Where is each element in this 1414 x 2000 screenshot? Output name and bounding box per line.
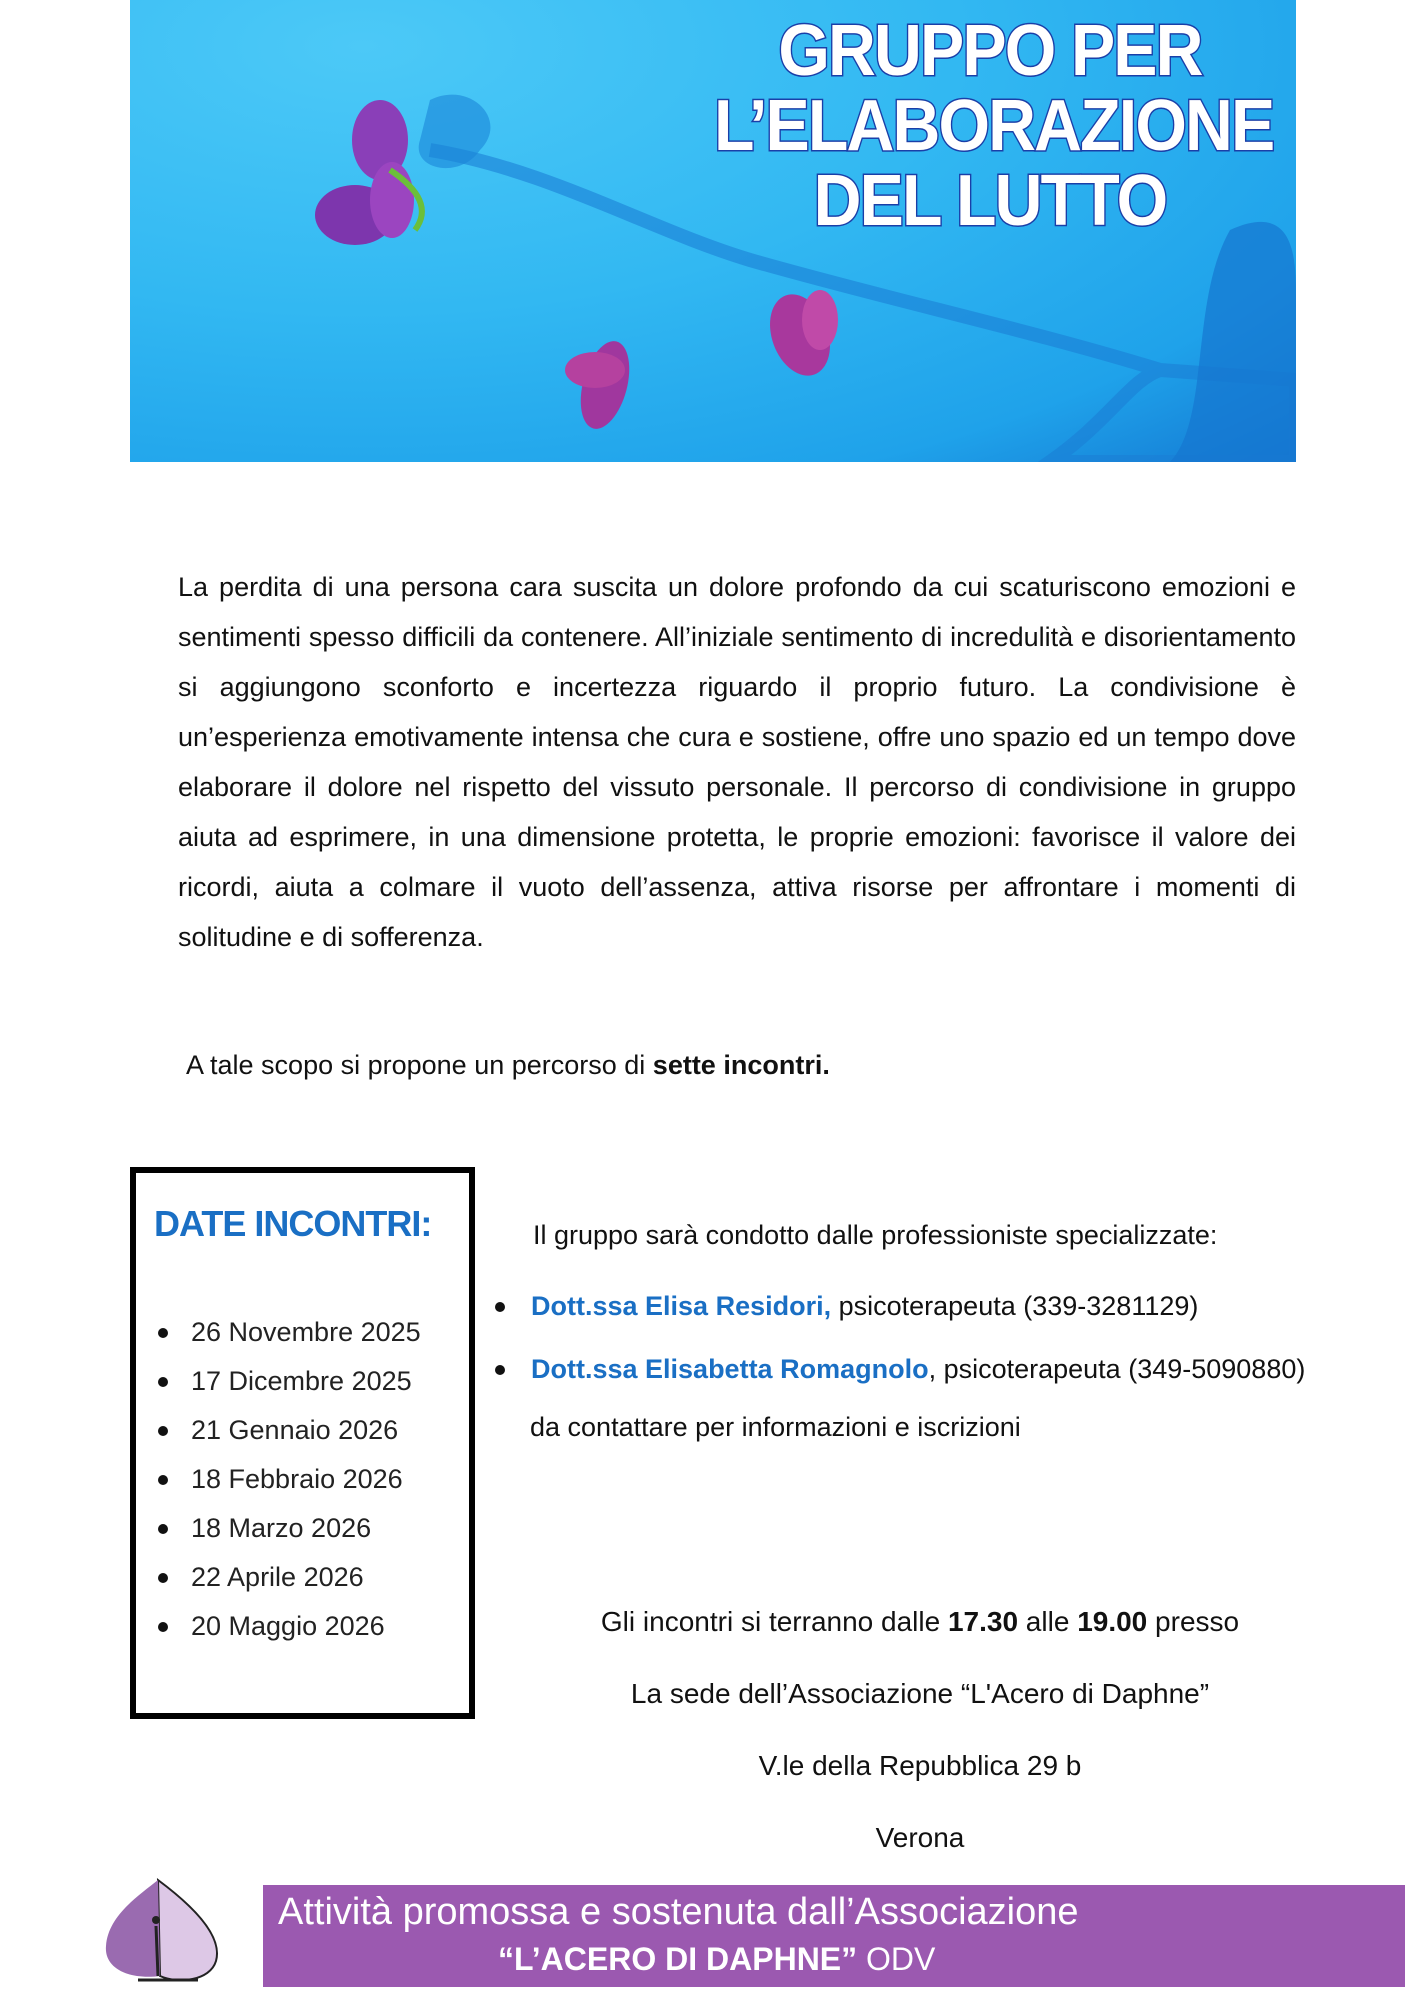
orchid-flower [315, 100, 422, 245]
header-banner [130, 0, 1296, 462]
association-name: “L’ACERO DI DAPHNE” [498, 1941, 858, 1977]
venue-address: V.le della Repubblica 29 b [758, 1750, 1082, 1781]
list-item [158, 1308, 421, 1357]
footer-line1: Attività promossa e sostenuta dall’Associazione [278, 1891, 1079, 1933]
association-logo [98, 1876, 228, 1988]
bullet-icon [158, 1377, 168, 1387]
date-text: 18 Febbraio 2026 [191, 1464, 403, 1494]
purpose-bold: sette incontri. [652, 1050, 830, 1080]
purpose-statement [186, 1040, 830, 1090]
professional-name: Dott.ssa Elisa Residori, [531, 1291, 832, 1321]
bullet-icon [158, 1328, 168, 1338]
venue-city: Verona [875, 1822, 965, 1853]
title-line: DEL LUTTO [813, 161, 1167, 241]
title-line: L’ELABORAZIONE [714, 86, 1274, 166]
date-text: 26 Novembre 2025 [191, 1317, 421, 1347]
date-text: 17 Dicembre 2025 [191, 1366, 412, 1396]
association-suffix: ODV [857, 1941, 936, 1977]
list-item [158, 1553, 421, 1602]
date-text: 22 Aprile 2026 [191, 1562, 364, 1592]
bullet-icon [158, 1573, 168, 1583]
venue-name: La sede dell’Associazione “L'Acero di Daphne” [630, 1678, 1210, 1709]
intro-paragraph: La perdita di una persona cara suscita un dolore profondo da cui scaturiscono emozioni e sentimenti spesso difficili da contenere. All’iniziale sentimento di incredulità e disorientamento si aggiungono sconforto e incertezza riguardo il proprio futuro. La condivisione è un’esperienza emotivamente intensa che cura e sostiene, offre uno spazio ed un tempo dove elaborare il dolore nel rispetto del vissuto personale. Il percorso di condivisione in gruppo aiuta ad esprimere, in una dimensione protetta, le proprie emozioni: favorisce il valore dei ricordi, aiuta a colmare il vuoto dell’assenza, attiva risorse per affrontare i momenti di solitudine e di sofferenza. [178, 572, 1296, 952]
bullet-icon [158, 1524, 168, 1534]
list-item [158, 1455, 421, 1504]
bullet-icon [158, 1426, 168, 1436]
venue-text: presso [1147, 1606, 1240, 1637]
bullet-icon [158, 1622, 168, 1632]
date-text: 20 Maggio 2026 [191, 1611, 385, 1641]
end-time: 19.00 [1077, 1606, 1148, 1637]
professional-item [495, 1291, 1198, 1322]
purpose-text: A tale scopo si propone un percorso di [186, 1050, 653, 1080]
professional-name: Dott.ssa Elisabetta Romagnolo [531, 1354, 929, 1384]
bullet-icon [495, 1302, 505, 1312]
list-item [158, 1602, 421, 1651]
professionals-intro: Il gruppo sarà condotto dalle professioniste specializzate: [533, 1220, 1218, 1250]
professional-details: , psicoterapeuta (349-5090880) [928, 1354, 1306, 1384]
title-line: GRUPPO PER [778, 11, 1202, 91]
orchid-flower [759, 286, 840, 384]
start-time: 17.30 [947, 1606, 1019, 1637]
venue-text: Gli incontri si terranno dalle [600, 1606, 948, 1637]
footer-line2 [498, 1941, 935, 1978]
date-text: 18 Marzo 2026 [191, 1513, 372, 1543]
dates-list [158, 1308, 421, 1651]
footer-banner [263, 1885, 1405, 1987]
contact-note: da contattare per informazioni e iscrizioni [530, 1412, 1021, 1442]
bullet-icon [495, 1365, 505, 1375]
dates-title: DATE INCONTRI: [154, 1203, 432, 1244]
bullet-icon [158, 1475, 168, 1485]
professional-details: psicoterapeuta (339-3281129) [831, 1291, 1199, 1321]
venue-text: alle [1018, 1606, 1078, 1637]
list-item [158, 1357, 421, 1406]
page-title [714, 11, 1274, 241]
orchid-flower [565, 336, 638, 434]
professional-item [495, 1354, 1305, 1385]
date-text: 21 Gennaio 2026 [191, 1415, 399, 1445]
dates-box [130, 1167, 475, 1719]
venue-time [520, 1606, 1320, 1638]
list-item [158, 1406, 421, 1455]
list-item [158, 1504, 421, 1553]
